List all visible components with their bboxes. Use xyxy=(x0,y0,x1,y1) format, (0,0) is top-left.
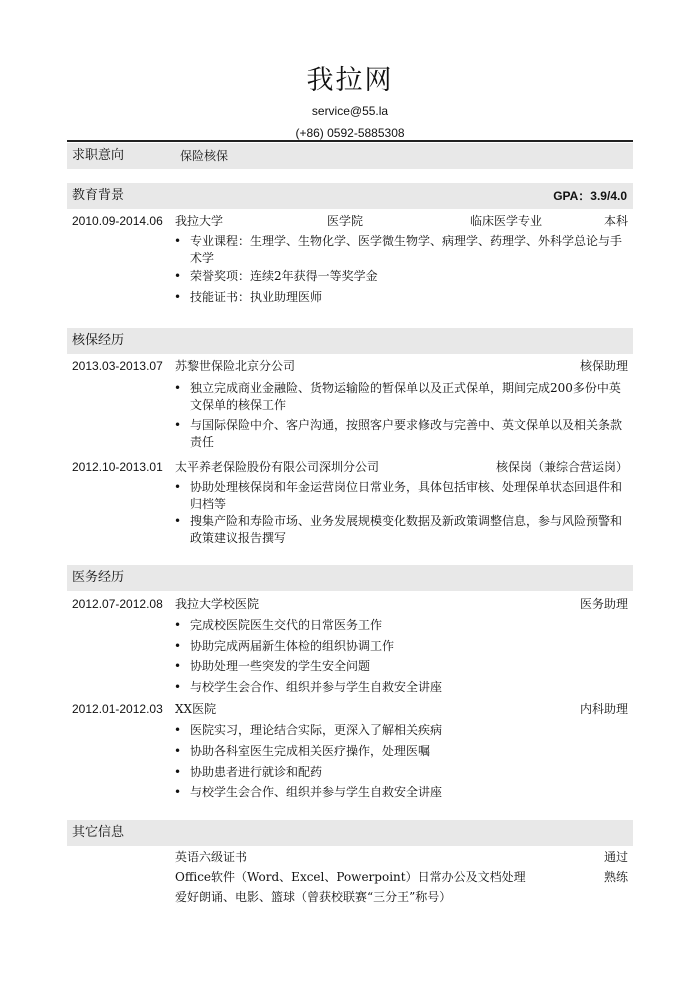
job-bullet-text: 协助完成两届新生体检的组织协调工作 xyxy=(190,639,395,653)
bullet-icon: • xyxy=(174,269,182,283)
job-row xyxy=(72,357,628,375)
section-medical xyxy=(67,565,633,591)
bullet-icon: • xyxy=(174,659,182,673)
other-item-value: 通过 xyxy=(603,850,628,864)
company-name: 太平养老保险股份有限公司深圳分公司 xyxy=(175,460,380,474)
list-item xyxy=(174,658,629,675)
list-item xyxy=(174,743,629,760)
bullet-icon: • xyxy=(174,785,182,799)
job-row xyxy=(72,700,628,718)
phone-text: (+86) 0592-5885308 xyxy=(295,126,405,140)
job-row xyxy=(72,458,628,476)
other-item-value: 熟练 xyxy=(603,870,628,884)
college-name: 医学院 xyxy=(327,214,364,228)
bullet-icon: • xyxy=(174,381,182,395)
bullet-icon: • xyxy=(174,514,182,528)
company-name: 苏黎世保险北京分公司 xyxy=(175,359,296,373)
header-divider xyxy=(67,140,633,142)
major-name: 临床医学专业 xyxy=(470,214,543,228)
other-item-label: 爱好朗诵、电影、篮球（曾获校联赛“三分王”称号） xyxy=(175,890,452,904)
objective-value: 保险核保 xyxy=(180,149,229,163)
list-item xyxy=(174,784,629,801)
job-role: 核保岗（兼综合营运岗） xyxy=(495,460,628,474)
other-item xyxy=(175,868,628,886)
section-other xyxy=(67,820,633,846)
gpa-value: GPA：3.9/4.0 xyxy=(553,189,627,203)
job-date: 2012.07-2012.08 xyxy=(72,597,163,611)
job-date: 2013.03-2013.07 xyxy=(72,359,163,373)
bullet-icon: • xyxy=(174,234,182,248)
job-role: 内科助理 xyxy=(579,702,628,716)
job-bullet-text: 医院实习，理论结合实际，更深入了解相关疾病 xyxy=(190,723,443,737)
job-bullet-text: 协助患者进行就诊和配药 xyxy=(190,765,323,779)
section-title: 其它信息 xyxy=(72,825,125,840)
section-title: 医务经历 xyxy=(72,570,125,585)
other-item xyxy=(175,888,628,906)
list-item xyxy=(174,638,629,655)
bullet-icon: • xyxy=(174,723,182,737)
job-bullet-text: 与校学生会合作、组织并参与学生自救安全讲座 xyxy=(190,680,443,694)
bullet-icon: • xyxy=(174,744,182,758)
list-item xyxy=(174,479,629,513)
bullet-icon: • xyxy=(174,639,182,653)
list-item xyxy=(174,513,629,547)
education-row xyxy=(72,212,628,230)
job-bullet-text: 与国际保险中介、客户沟通，按照客户要求修改与完善中、英文保单以及相关条款责任 xyxy=(190,418,623,449)
company-name: XX医院 xyxy=(175,702,217,716)
job-role: 医务助理 xyxy=(579,597,628,611)
job-date: 2012.01-2012.03 xyxy=(72,702,163,716)
job-bullet-text: 搜集产险和寿险市场、业务发展规模变化数据及新政策调整信息，参与风险预警和政策建议报告撰写 xyxy=(190,514,623,545)
section-underwriting xyxy=(67,328,633,354)
list-item xyxy=(174,679,629,696)
job-row xyxy=(72,595,628,613)
job-bullet-text: 完成校医院医生交代的日常医务工作 xyxy=(190,618,383,632)
list-item xyxy=(174,268,629,285)
resume-header xyxy=(0,64,700,143)
school-name: 我拉大学 xyxy=(175,214,224,228)
degree-name: 本科 xyxy=(603,214,628,228)
candidate-name: 我拉网 xyxy=(306,65,394,96)
job-bullet-text: 协助处理一些突发的学生安全问题 xyxy=(190,659,371,673)
list-item xyxy=(174,289,629,306)
section-education xyxy=(67,183,633,209)
section-objective xyxy=(67,143,633,169)
section-title: 求职意向 xyxy=(72,148,125,163)
section-title: 教育背景 xyxy=(72,188,125,203)
section-title: 核保经历 xyxy=(72,333,125,348)
job-bullet-text: 协助处理核保岗和年金运营岗位日常业务，具体包括审核、处理保单状态回退件和归档等 xyxy=(190,480,623,511)
bullet-icon: • xyxy=(174,418,182,432)
other-item-label: 英语六级证书 xyxy=(175,850,248,864)
list-item xyxy=(174,417,629,451)
bullet-icon: • xyxy=(174,480,182,494)
job-role: 核保助理 xyxy=(579,359,628,373)
education-bullet-text: 技能证书：执业助理医师 xyxy=(190,290,323,304)
list-item xyxy=(174,617,629,634)
email-text: service@55.la xyxy=(311,104,389,118)
list-item xyxy=(174,764,629,781)
list-item xyxy=(174,233,629,267)
education-bullet-text: 荣誉奖项：连续2年获得一等奖学金 xyxy=(190,269,378,283)
company-name: 我拉大学校医院 xyxy=(175,597,260,611)
education-bullet-text: 专业课程：生理学、生物化学、医学微生物学、病理学、药理学、外科学总论与手术学 xyxy=(190,234,623,265)
bullet-icon: • xyxy=(174,680,182,694)
job-bullet-text: 协助各科室医生完成相关医疗操作，处理医嘱 xyxy=(190,744,431,758)
education-date: 2010.09-2014.06 xyxy=(72,214,163,228)
other-item xyxy=(175,848,628,866)
list-item xyxy=(174,722,629,739)
job-bullet-text: 独立完成商业金融险、货物运输险的暂保单以及正式保单，期间完成200多份中英文保单的核保工作 xyxy=(190,381,621,412)
bullet-icon: • xyxy=(174,765,182,779)
list-item xyxy=(174,380,629,414)
bullet-icon: • xyxy=(174,618,182,632)
job-bullet-text: 与校学生会合作、组织并参与学生自救安全讲座 xyxy=(190,785,443,799)
bullet-icon: • xyxy=(174,290,182,304)
other-item-label: Office软件（Word、Excel、Powerpoint）日常办公及文档处理 xyxy=(175,870,526,884)
job-date: 2012.10-2013.01 xyxy=(72,460,163,474)
